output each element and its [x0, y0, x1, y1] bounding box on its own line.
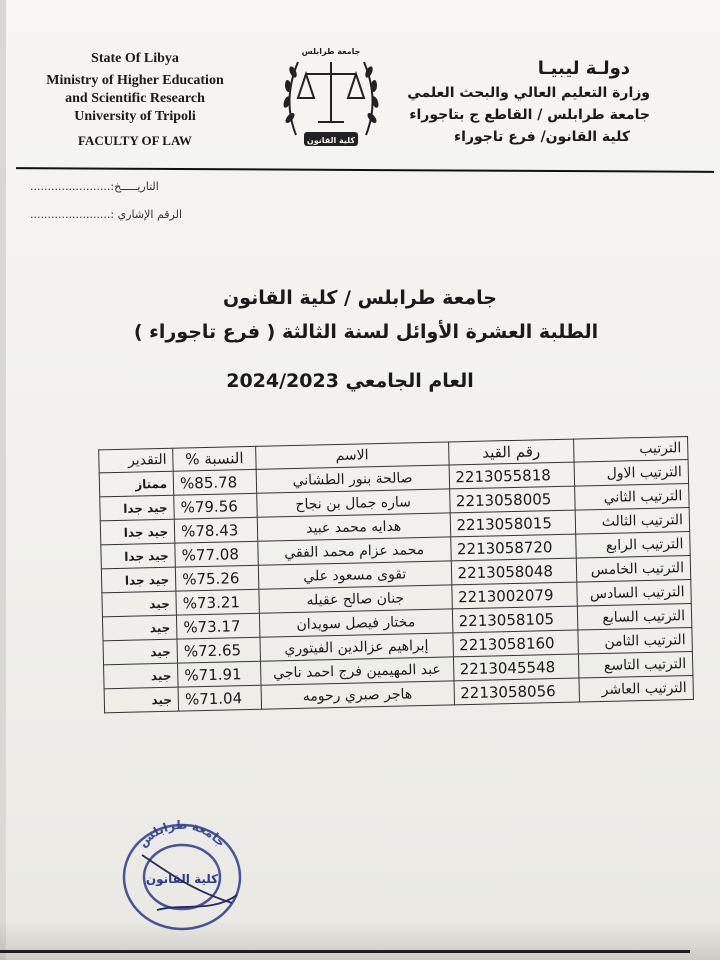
percentage-cell: %71.91 [178, 661, 261, 687]
percentage-cell: %73.21 [176, 589, 259, 615]
header-ar-line1: دولـة ليبيـا [537, 58, 630, 79]
header-ar-line2: وزارة التعليم العالي والبحث العلمي [407, 85, 650, 101]
percentage-cell: %73.17 [177, 613, 260, 639]
date-field: التاريـــــخ:....................... [30, 180, 159, 193]
title-university: جامعة طرابلس / كلية القانون [222, 287, 497, 309]
stamp-inner-text: كلية القانون [145, 872, 219, 886]
header-en-line2: Ministry of Higher Education [46, 73, 224, 88]
rank-cell: الترتيب الاول [574, 460, 688, 487]
header-en-line1: State Of Libya [91, 51, 179, 66]
rank-cell: الترتيب الخامس [576, 555, 690, 582]
title-list: الطلبة العشرة الأوائل لسنة الثالثة ( فرع تاجوراء ) [133, 321, 599, 343]
student-id-cell: 2213055818 [449, 462, 575, 489]
student-id-cell: 2213002079 [451, 582, 577, 609]
page-shadow [0, 920, 720, 960]
percentage-cell: %77.08 [175, 541, 258, 567]
grade-cell: ممتاز [99, 471, 174, 497]
student-name-cell: جنان صالح عقيله [259, 585, 452, 613]
grade-cell: جيد جدا [100, 519, 175, 545]
student-name-cell: تقوى مسعود علي [258, 561, 451, 589]
stamp-outer-text: جامعة طرابلس [135, 817, 229, 850]
student-id-cell: 2213058015 [450, 510, 576, 537]
header-english [30, 50, 240, 150]
rank-cell: الترتيب الثاني [575, 483, 689, 510]
grade-cell: جيد [104, 663, 179, 689]
student-id-cell: 2213058720 [450, 534, 576, 561]
seal-top-text: جامعة طرابلس [301, 47, 361, 56]
seal-bottom-text: كلية القانون [306, 136, 356, 145]
header-en-line3: and Scientific Research [65, 91, 205, 106]
header-rank: الترتيب [574, 437, 688, 463]
student-id-cell: 2213058005 [449, 486, 575, 513]
header-en-faculty: FACULTY OF LAW [78, 133, 192, 148]
rank-cell: الترتيب الثالث [575, 507, 689, 534]
rank-cell: الترتيب السابع [578, 603, 692, 630]
percentage-cell: %75.26 [175, 565, 258, 591]
student-name-cell: هدايه محمد عبيد [257, 513, 450, 541]
rank-cell: الترتيب العاشر [579, 675, 693, 702]
percentage-cell: %71.04 [178, 685, 261, 711]
reference-field: الرقم الإشاري :....................... [30, 208, 182, 221]
student-id-cell: 2213058056 [453, 678, 579, 705]
header-student-id: رقم القيد [448, 439, 574, 465]
header-grade: التقدير [99, 448, 174, 473]
percentage-cell: %72.65 [177, 637, 260, 663]
grade-cell: جيد [103, 639, 178, 665]
percentage-cell: %78.43 [174, 517, 257, 543]
faculty-stamp [112, 815, 252, 935]
student-name-cell: مختار فيصل سويدان [259, 609, 452, 637]
student-name-cell: محمد عزام محمد الفقي [258, 537, 451, 565]
rank-cell: الترتيب الرابع [576, 531, 690, 558]
percentage-cell: %79.56 [174, 493, 257, 519]
student-id-cell: 2213045548 [453, 654, 579, 681]
student-id-cell: 2213058105 [452, 606, 578, 633]
header-arabic [350, 58, 650, 145]
student-name-cell: ساره جمال بن نجاح [257, 489, 450, 517]
student-name-cell: صالحة بنور الطشاني [256, 465, 449, 493]
student-id-cell: 2213058160 [452, 630, 578, 657]
grade-cell: جيد جدا [100, 495, 175, 521]
grade-cell: جيد [102, 615, 177, 641]
header-ar-line3: جامعة طرابلس / القاطع ج بتاجوراء [409, 107, 650, 123]
student-id-cell: 2213058048 [451, 558, 577, 585]
percentage-cell: %85.78 [173, 469, 256, 495]
grade-cell: جيد [102, 591, 177, 617]
title-year: العام الجامعي 2024/2023 [226, 370, 474, 392]
student-name-cell: هاجر صبري رحومه [261, 681, 454, 709]
rank-cell: الترتيب الثامن [578, 627, 692, 654]
rank-cell: الترتيب التاسع [579, 651, 693, 678]
header-ar-line4: كلية القانون/ فرع تاجوراء [453, 129, 630, 145]
student-name-cell: إبراهيم عزالدين الفيتوري [260, 633, 453, 661]
header-percentage: النسبة % [173, 446, 256, 471]
top-students-table [98, 436, 694, 713]
grade-cell: جيد جدا [101, 567, 176, 593]
rank-cell: الترتيب السادس [577, 579, 691, 606]
header-en-line4: University of Tripoli [74, 109, 196, 124]
header-name: الاسم [256, 442, 449, 469]
student-name-cell: عبد المهيمين فرج احمد ناجي [260, 657, 453, 685]
grade-cell: جيد جدا [101, 543, 176, 569]
grade-cell: جيد [104, 687, 179, 713]
